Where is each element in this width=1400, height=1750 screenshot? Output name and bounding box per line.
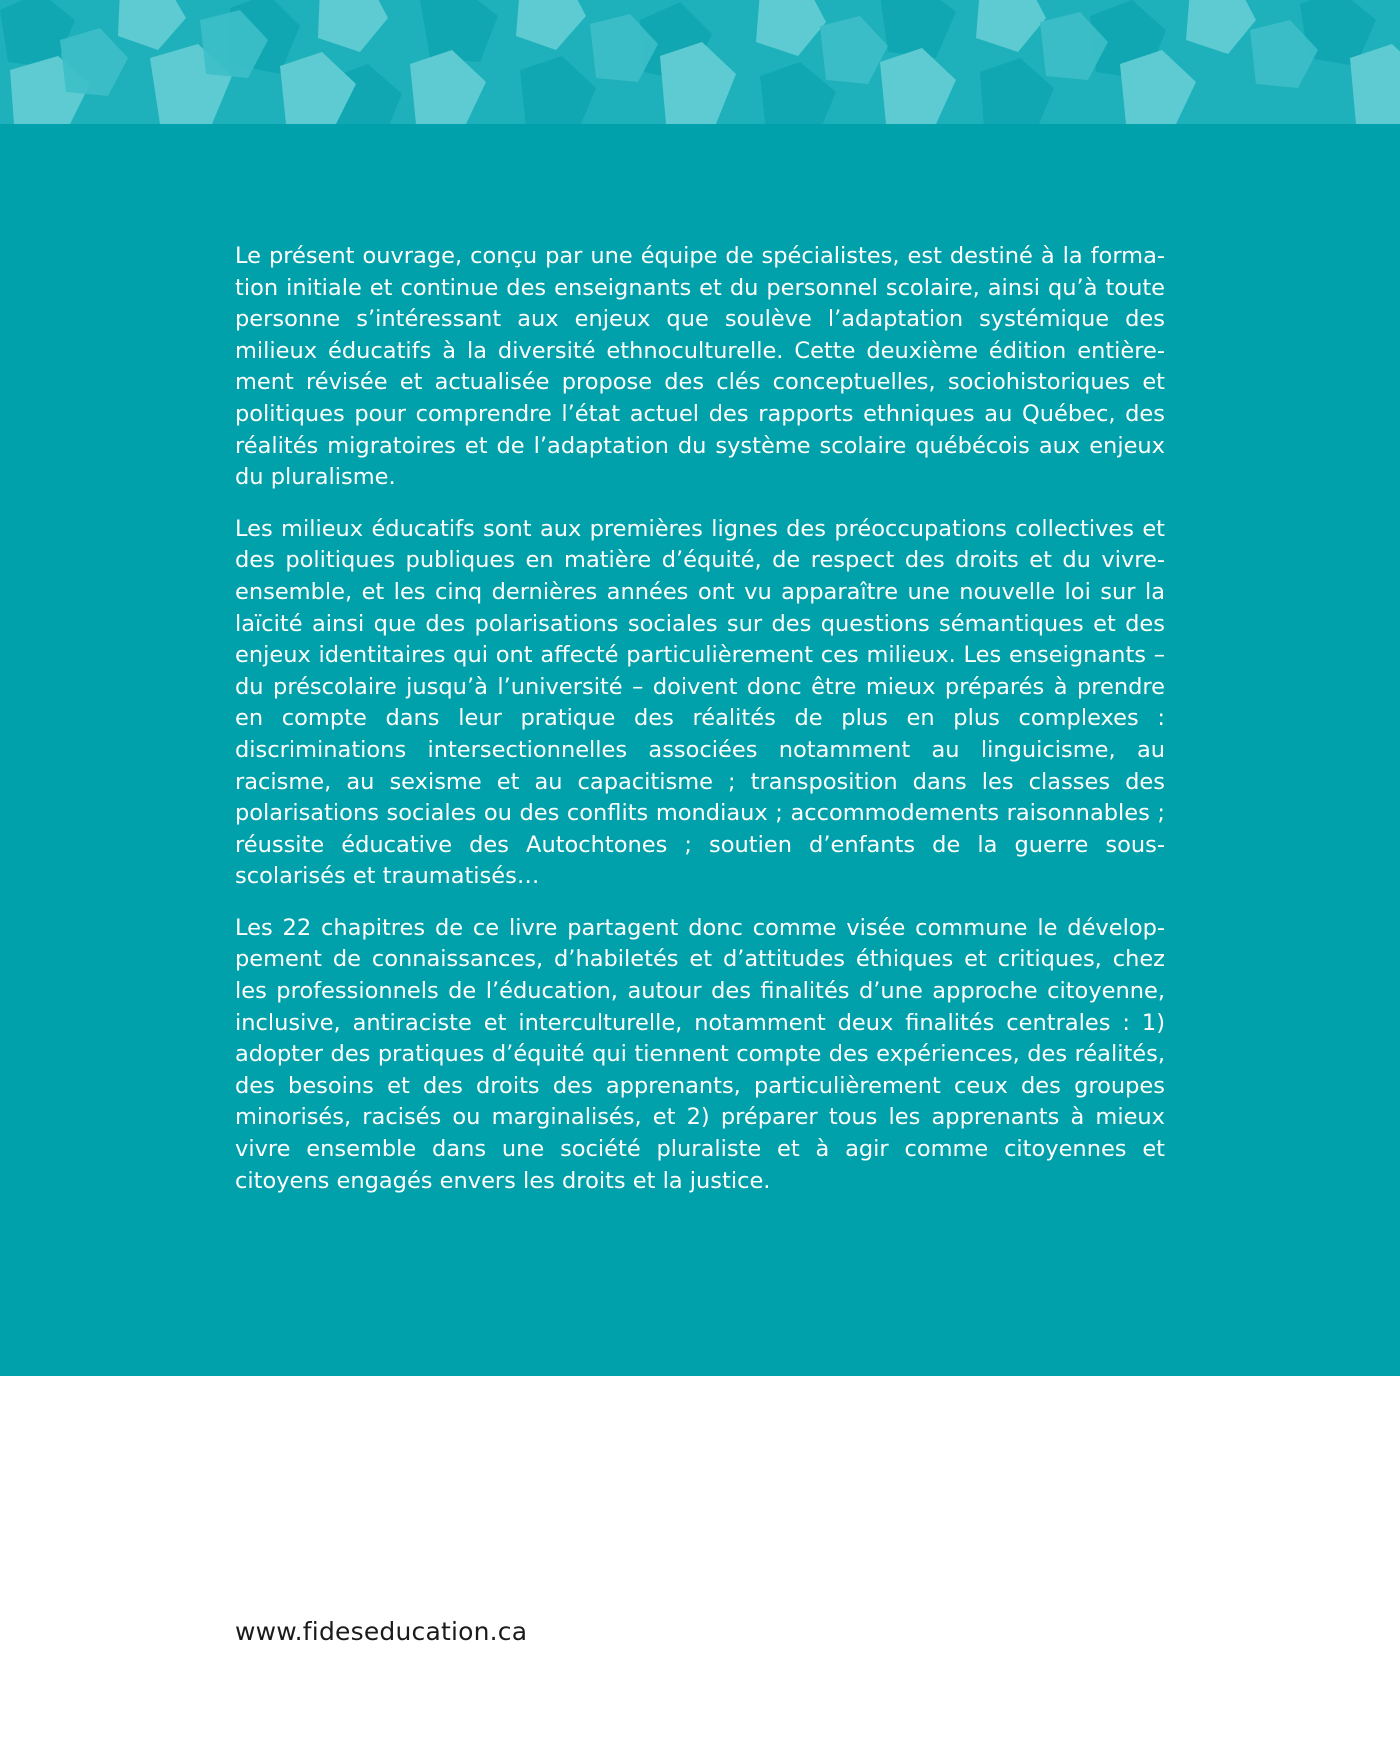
blurb-paragraph-2: Les milieux éducatifs sont aux premières lignes des préoccupations collectives et des politiques publiques en matière d’équité, de respect des droits et du vivre-ensemble, et les cinq dernières années ont vu apparaître une nouvelle loi sur la laïcité ainsi que des polarisations sociales sur des questions sémantiques et des enjeux identitaires qui ont affecté particulièrement ces milieux. Les enseignants – du préscolaire jusqu’à l’université – doivent donc être mieux préparés à prendre en compte dans leur pratique des réalités de plus en plus complexes : discriminations intersectionnelles associées notamment au linguicisme, au racisme, au sexisme et au capacitisme ; transposition dans les classes des polarisations sociales ou des conflits mondiaux ; accommodements raisonnables ; réussite éducative des Autochtones ; soutien d’enfants de la guerre sous-scolarisés et traumatisés… bbox=[235, 515, 1165, 890]
back-cover-blurb bbox=[235, 241, 1165, 1217]
blurb-paragraph-1: Le présent ouvrage, conçu par une équipe de spécialistes, est destiné à la formation initiale et continue des enseignants et du personnel scolaire, ainsi qu’à toute personne s’intéressant aux enjeux que soulève l’adaptation systémique des milieux éducatifs à la diversité ethnoculturelle. Cette deuxième édition entièrement révisée et actualisée propose des clés conceptuelles, sociohistoriques et politiques pour comprendre l’état actuel des rapports ethniques au Québec, des réalités migratoires et de l’adaptation du système scolaire québécois aux enjeux du pluralisme. bbox=[235, 243, 1165, 491]
decorative-pentagon-pattern bbox=[0, 0, 1400, 124]
blurb-paragraph-3: Les 22 chapitres de ce livre partagent donc comme visée commune le développement de connaissances, d’habiletés et d’attitudes éthiques et critiques, chez les professionnels de l’éducation, autour des finalités d’une approche citoyenne, inclusive, antiraciste et interculturelle, notamment deux finalités centrales : 1) adopter des pratiques d’équité qui tiennent compte des expériences, des réalités, des besoins et des droits des apprenants, particulièrement ceux des groupes minorisés, racisés ou marginalisés, et 2) préparer tous les apprenants à mieux vivre ensemble dans une société pluraliste et à agir comme citoyennes et citoyens engagés envers les droits et la justice. bbox=[235, 914, 1165, 1194]
pentagon-mosaic-icon bbox=[0, 0, 1400, 124]
publisher-website: www.fideseducation.ca bbox=[235, 1617, 528, 1646]
